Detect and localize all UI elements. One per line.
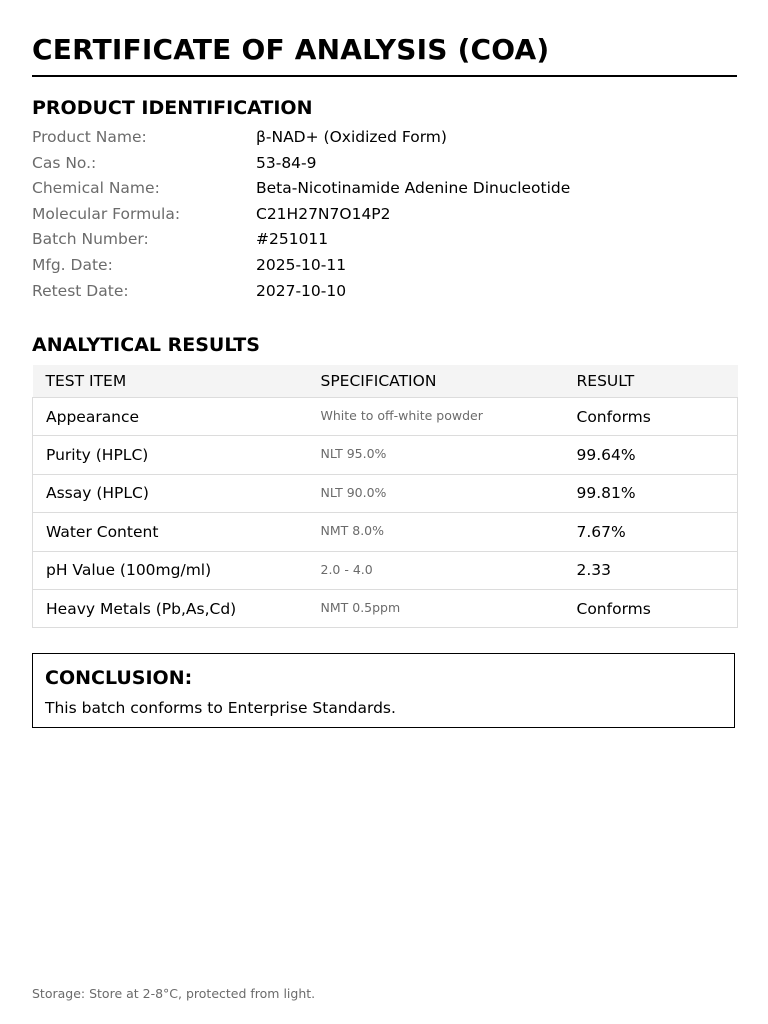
product-identification-heading: PRODUCT IDENTIFICATION (32, 97, 313, 119)
id-value: #251011 (256, 230, 329, 249)
result-cell: 99.64% (564, 436, 738, 474)
id-row-retest-date (32, 279, 737, 305)
title-divider (32, 75, 737, 77)
storage-note: Storage: Store at 2-8°C, protected from light. (32, 986, 316, 1001)
analytical-results-table (32, 365, 738, 628)
specification-cell: NLT 95.0% (308, 436, 564, 474)
specification-cell: NLT 90.0% (308, 474, 564, 512)
table-row (33, 436, 738, 474)
id-value: 53-84-9 (256, 153, 317, 172)
table-row (33, 398, 738, 436)
id-row-mfg-date (32, 253, 737, 279)
specification-cell: NMT 0.5ppm (308, 589, 564, 627)
test-item-cell: Purity (HPLC) (33, 436, 308, 474)
test-item-cell: Heavy Metals (Pb,As,Cd) (33, 589, 308, 627)
id-label: Mfg. Date: (32, 255, 113, 274)
column-header-specification: SPECIFICATION (308, 365, 564, 398)
test-item-cell: Appearance (33, 398, 308, 436)
column-header-test-item: TEST ITEM (33, 365, 308, 398)
result-cell: Conforms (564, 398, 738, 436)
id-label: Product Name: (32, 128, 147, 146)
conclusion-box (32, 653, 735, 728)
test-item-cell: Assay (HPLC) (33, 474, 308, 512)
id-row-product-name (32, 125, 737, 151)
table-row (33, 551, 738, 589)
test-item-cell: Water Content (33, 513, 308, 551)
result-cell: Conforms (564, 589, 738, 627)
id-row-chemical-name (32, 176, 737, 202)
id-value: 2027-10-10 (256, 281, 347, 300)
id-value: Beta-Nicotinamide Adenine Dinucleotide (256, 179, 571, 198)
table-row (33, 474, 738, 512)
table-header-row (33, 365, 738, 398)
result-cell: 2.33 (564, 551, 738, 589)
table-row (33, 513, 738, 551)
result-cell: 7.67% (564, 513, 738, 551)
id-value: 2025-10-11 (256, 255, 347, 274)
id-label: Chemical Name: (32, 179, 160, 198)
product-identification-list (32, 125, 737, 304)
test-item-cell: pH Value (100mg/ml) (33, 551, 308, 589)
result-cell: 99.81% (564, 474, 738, 512)
id-label: Retest Date: (32, 281, 129, 300)
id-label: Cas No.: (32, 153, 97, 172)
id-row-cas-no (32, 151, 737, 177)
analytical-results-heading: ANALYTICAL RESULTS (32, 334, 260, 356)
id-row-batch-number (32, 227, 737, 253)
id-value: C21H27N7O14P2 (256, 204, 391, 223)
specification-cell: 2.0 - 4.0 (308, 551, 564, 589)
conclusion-text: This batch conforms to Enterprise Standards. (45, 699, 396, 717)
id-label: Batch Number: (32, 230, 149, 249)
document-title: CERTIFICATE OF ANALYSIS (COA) (32, 33, 550, 66)
table-row (33, 589, 738, 627)
column-header-result: RESULT (564, 365, 738, 398)
id-value: β-NAD+ (Oxidized Form) (256, 128, 447, 146)
coa-document (32, 0, 737, 1024)
specification-cell: White to off-white powder (308, 398, 564, 436)
id-row-molecular-formula (32, 202, 737, 228)
id-label: Molecular Formula: (32, 204, 181, 223)
conclusion-title: CONCLUSION: (45, 667, 193, 689)
specification-cell: NMT 8.0% (308, 513, 564, 551)
